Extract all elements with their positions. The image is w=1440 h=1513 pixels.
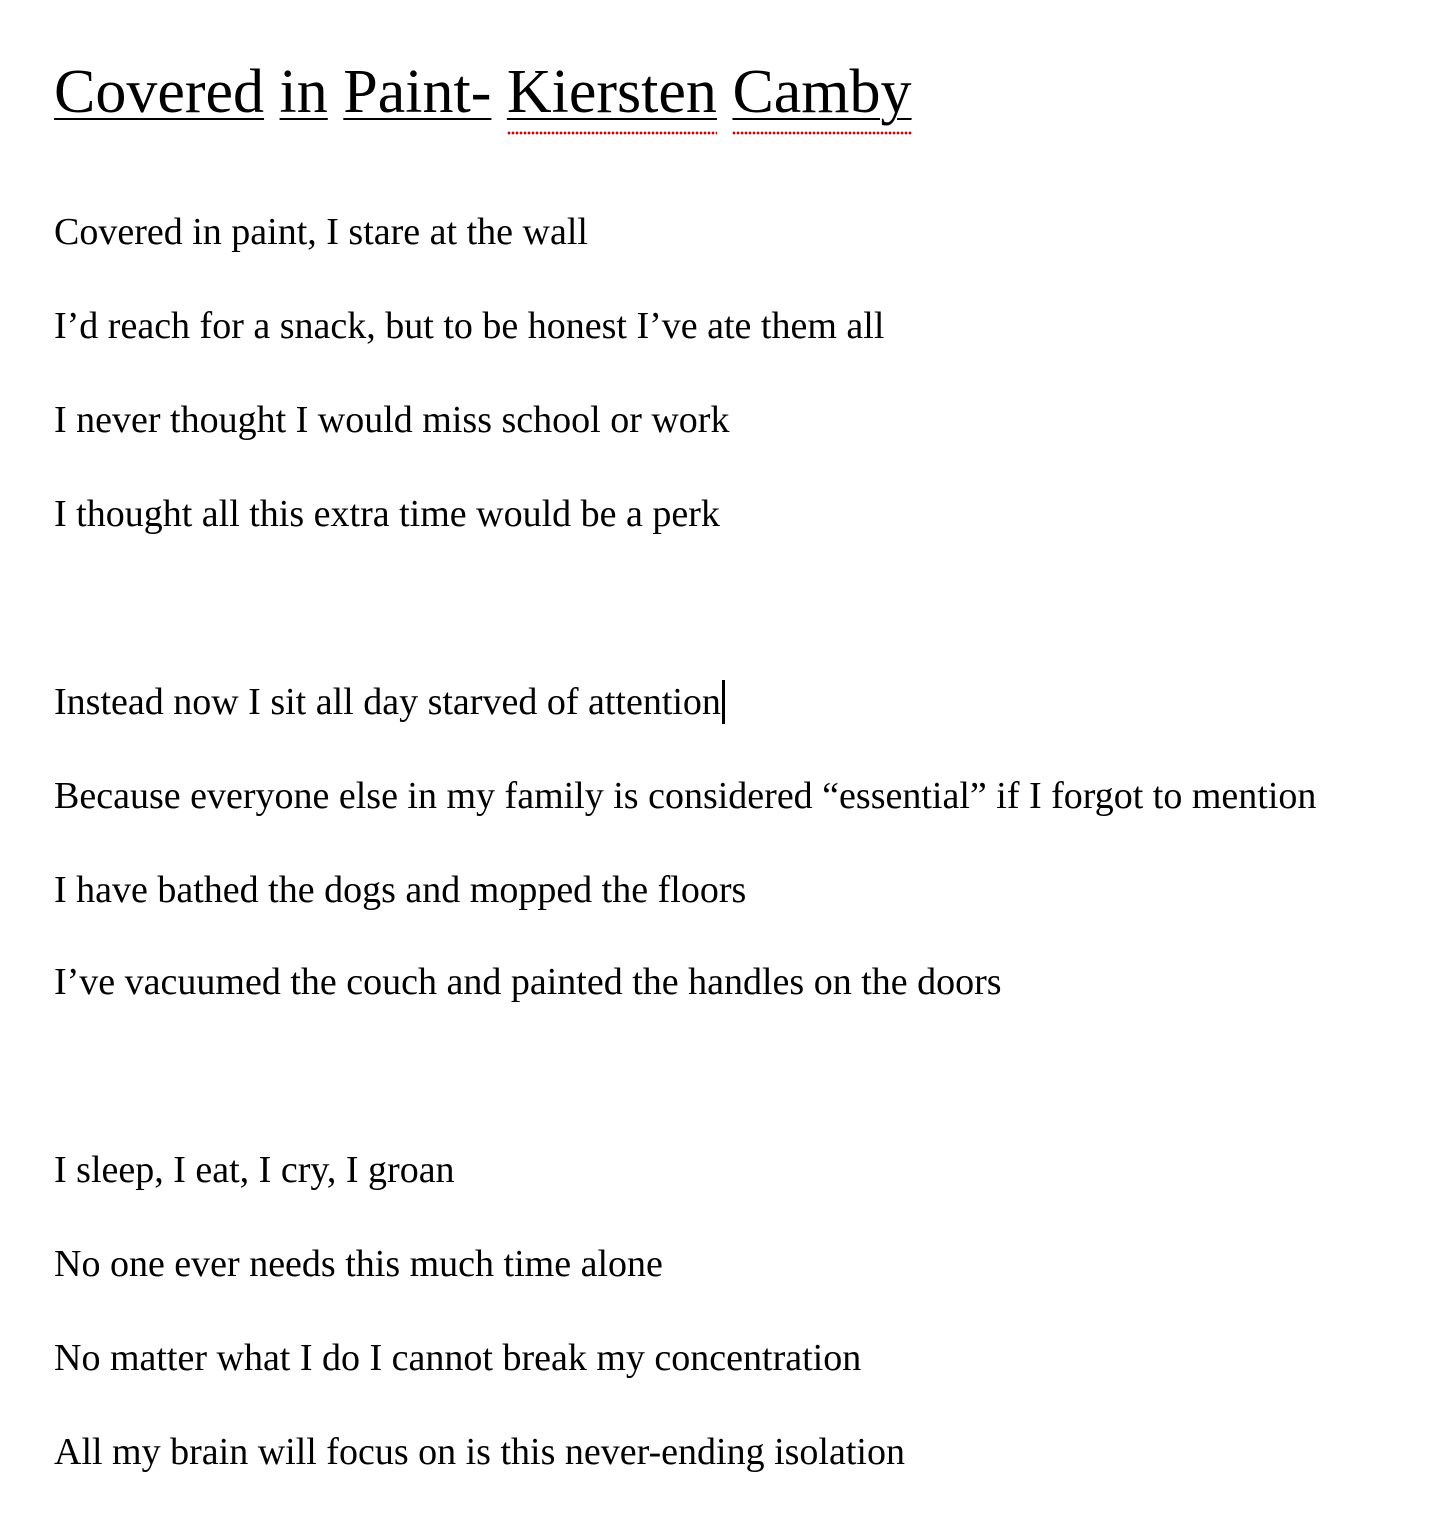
title-word-spellcheck-flagged: Camby bbox=[732, 52, 911, 132]
poem-line: I never thought I would miss school or work bbox=[54, 399, 730, 441]
poem-line: I have bathed the dogs and mopped the floors bbox=[54, 869, 747, 911]
poem-line: No matter what I do I cannot break my concentration bbox=[54, 1337, 862, 1379]
poem-line-with-caret bbox=[54, 679, 725, 725]
poem-line: Because everyone else in my family is considered “essential” if I forgot to mention bbox=[54, 775, 1317, 817]
poem-line: No one ever needs this much time alone bbox=[54, 1243, 663, 1285]
poem-line: I’ve vacuumed the couch and painted the handles on the doors bbox=[54, 961, 1002, 1003]
poem-line: All my brain will focus on is this never-ending isolation bbox=[54, 1431, 905, 1473]
poem-line: Instead now I sit all day starved of attention bbox=[54, 681, 721, 723]
poem-line: I thought all this extra time would be a perk bbox=[54, 493, 720, 535]
title-word: Covered bbox=[54, 58, 265, 126]
poem-line: I’d reach for a snack, but to be honest I’ve ate them all bbox=[54, 305, 885, 347]
document-title bbox=[54, 52, 912, 132]
title-word: Paint- bbox=[343, 58, 492, 126]
poem-line: Covered in paint, I stare at the wall bbox=[54, 211, 588, 253]
title-word: in bbox=[279, 58, 328, 126]
title-word-spellcheck-flagged: Kiersten bbox=[507, 52, 717, 132]
text-cursor bbox=[722, 680, 725, 724]
poem-line: I sleep, I eat, I cry, I groan bbox=[54, 1149, 455, 1191]
